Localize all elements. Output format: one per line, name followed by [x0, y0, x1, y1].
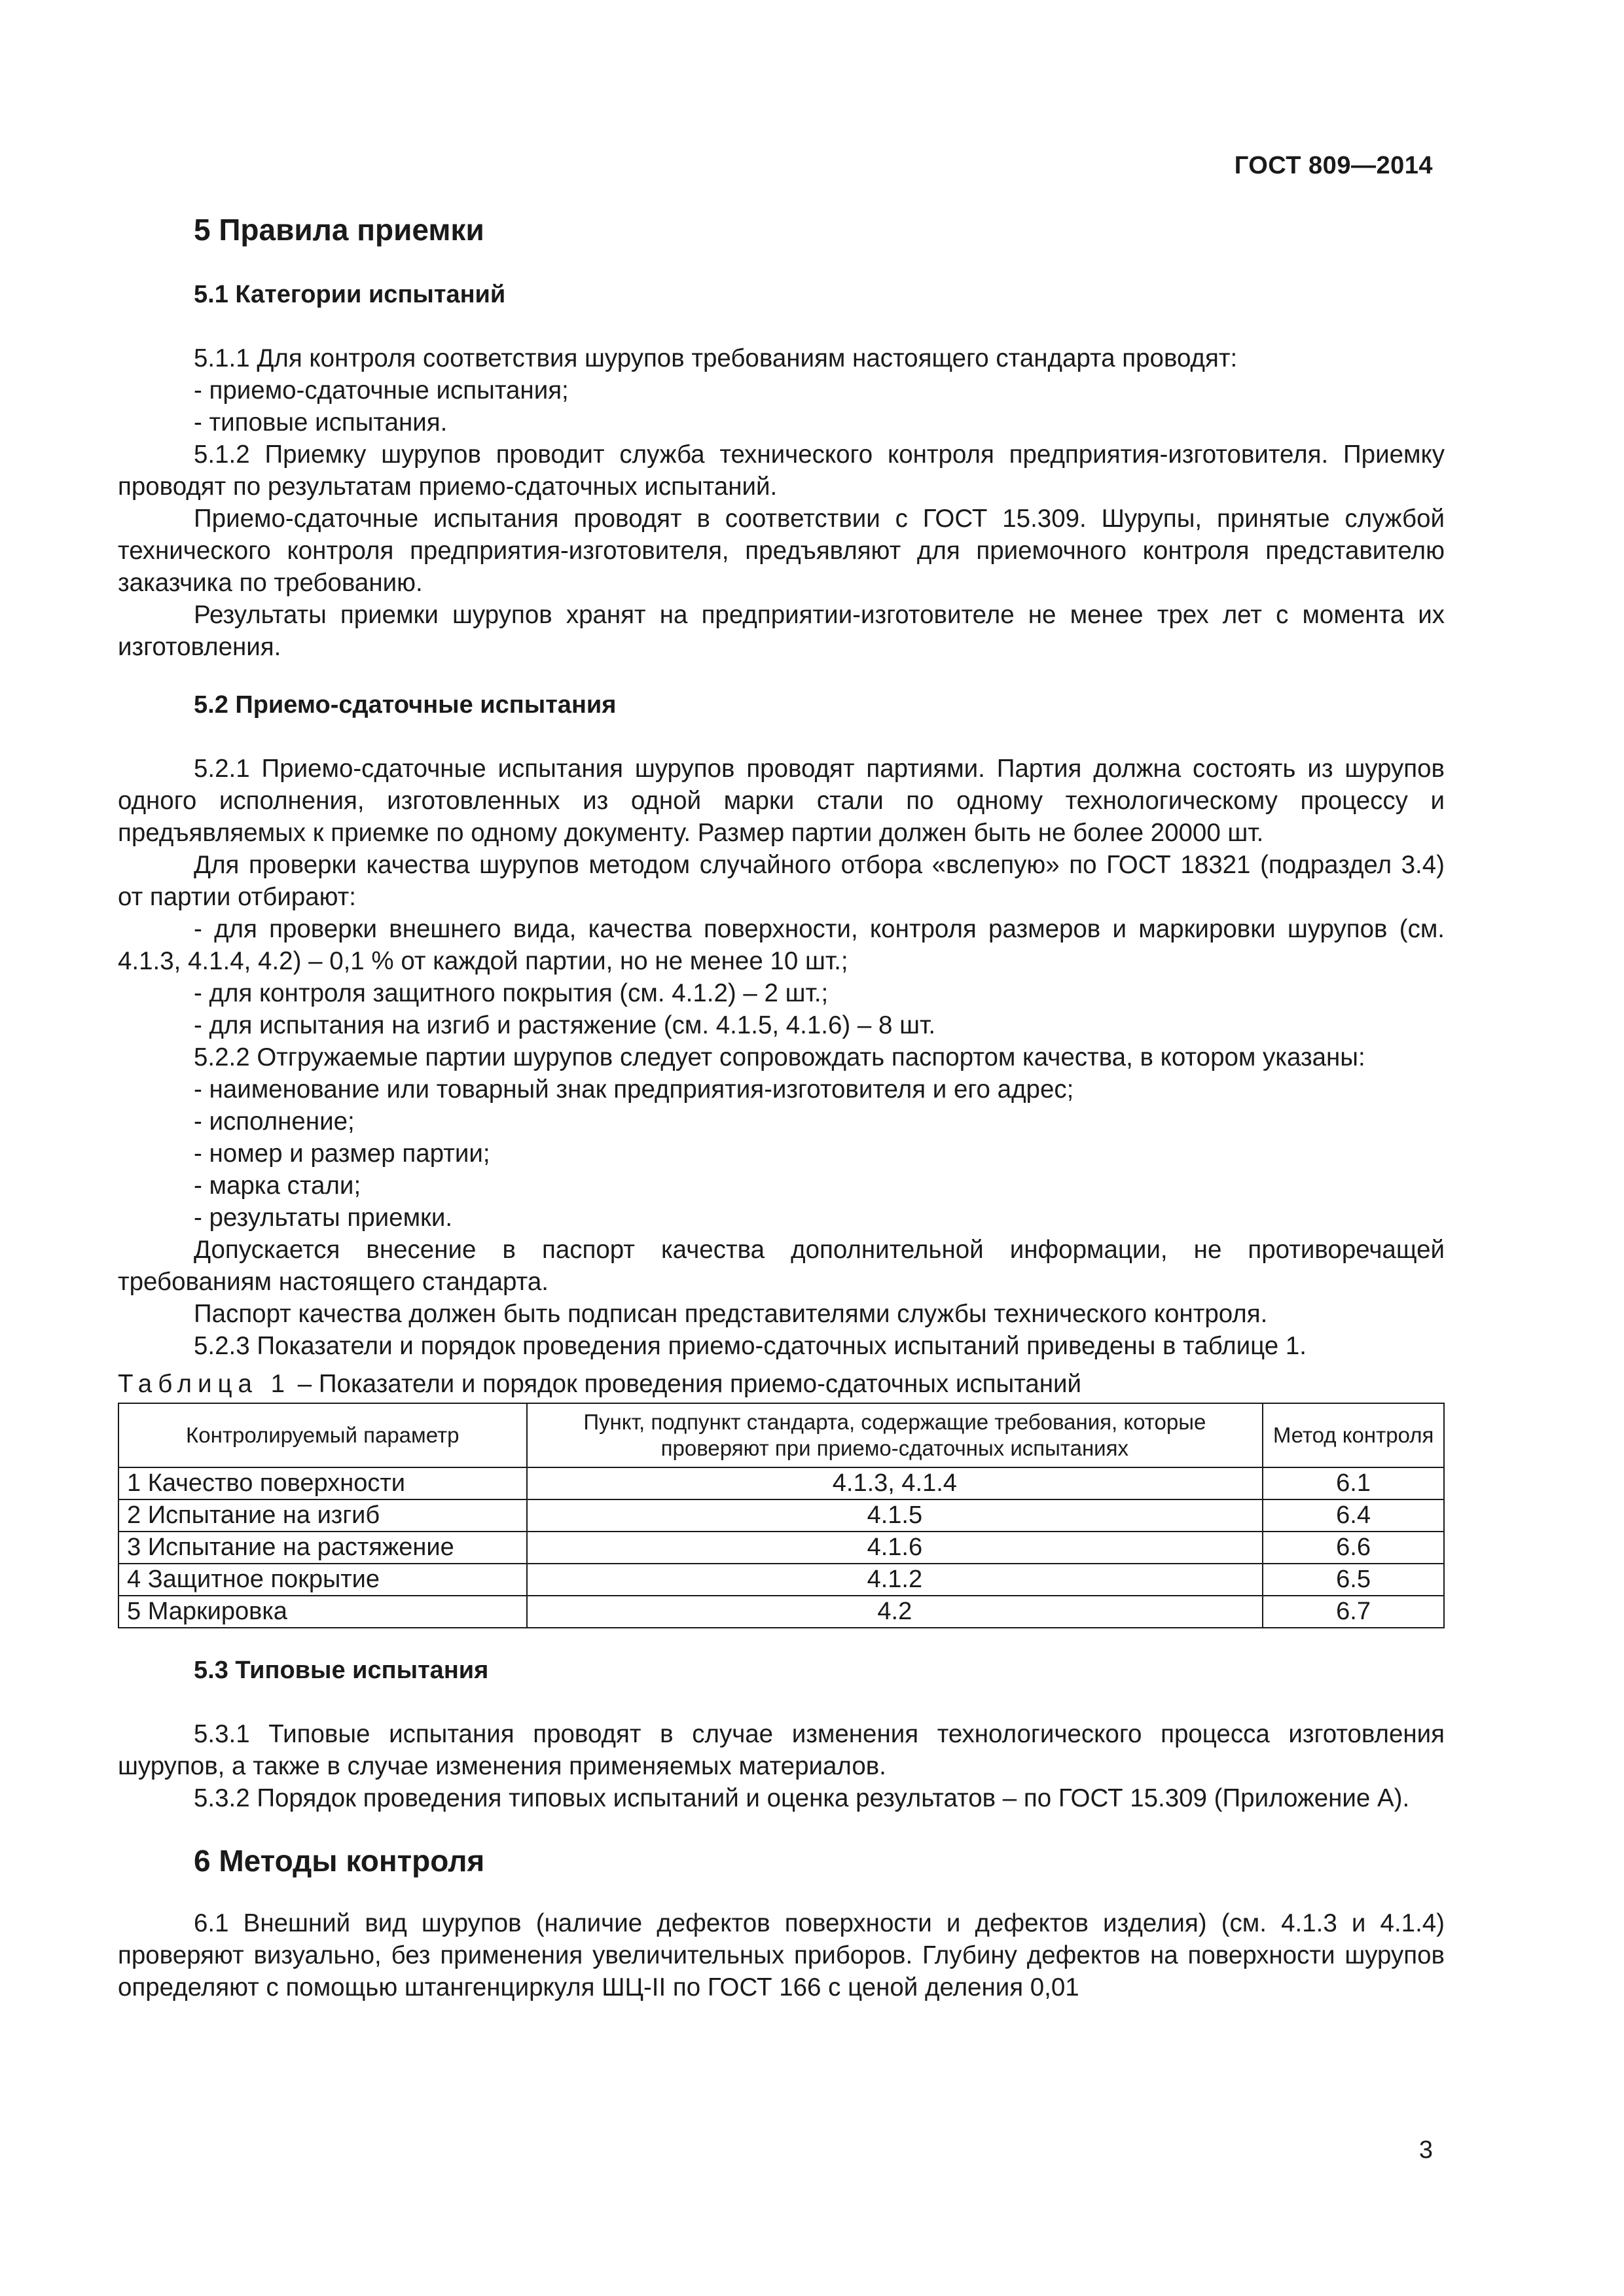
table-1	[118, 1403, 1445, 1628]
paragraph-6-1: 6.1 Внешний вид шурупов (наличие дефектов поверхности и дефектов изделия) (см. 4.1.3 и 4.1.4) проверяют визуально, без применения увеличительных приборов. Глубину дефектов на поверхности шурупов определяют с помощью штангенциркуля ШЦ-II по ГОСТ 166 с ценой деления 0,01	[118, 1909, 1445, 2001]
list-item: - типовые испытания.	[194, 408, 448, 437]
paragraph: Результаты приемки шурупов хранят на предприятии-изготовителе не менее трех лет с момента их изготовления.	[118, 601, 1445, 661]
paragraph-5-2-1: 5.2.1 Приемо-сдаточные испытания шурупов проводят партиями. Партия должна состоять из шурупов одного исполнения, изготовленных из одной марки стали по одному технологическому процессу и предъявляемых к приемке по одному документу. Размер партии должен быть не более 20000 шт.	[118, 755, 1445, 847]
table-cell: 6.7	[1263, 1596, 1444, 1628]
paragraph: Приемо-сдаточные испытания проводят в соответствии с ГОСТ 15.309. Шурупы, принятые службой технического контроля предприятия-изготовителя, предъявляют для приемочного контроля представителю заказчика по требованию.	[118, 505, 1445, 597]
table-row	[118, 1467, 1444, 1499]
paragraph: Допускается внесение в паспорт качества дополнительной информации, не противоречащей требованиям настоящего стандарта.	[118, 1236, 1445, 1296]
table-cell: 1 Качество поверхности	[118, 1467, 527, 1499]
list-item: - для контроля защитного покрытия (см. 4.1.2) – 2 шт.;	[194, 979, 829, 1007]
table-caption-label: Таблица 1	[118, 1370, 291, 1398]
section-6-title: 6 Методы контроля	[194, 1844, 485, 1878]
table-cell: 6.6	[1263, 1532, 1444, 1564]
table-caption	[118, 1369, 1445, 1400]
list-item: - приемо-сдаточные испытания;	[194, 376, 569, 404]
paragraph-5-2-3: 5.2.3 Показатели и порядок проведения приемо-сдаточных испытаний приведены в таблице 1.	[194, 1332, 1307, 1360]
column-header: Метод контроля	[1263, 1403, 1444, 1467]
page-number: 3	[1418, 2136, 1433, 2164]
document-code: ГОСТ 809—2014	[1234, 152, 1433, 179]
section-5-2-title: 5.2 Приемо-сдаточные испытания	[194, 691, 617, 719]
paragraph-5-2-2: 5.2.2 Отгружаемые партии шурупов следует сопровождать паспортом качества, в котором указаны:	[194, 1043, 1365, 1071]
page-content	[118, 209, 1445, 2003]
column-header: Пункт, подпункт стандарта, содержащие требования, которые проверяют при приемо-сдаточных испытаниях	[527, 1403, 1263, 1467]
table-cell: 4.1.2	[527, 1564, 1263, 1596]
table-row	[118, 1499, 1444, 1532]
table-cell: 5 Маркировка	[118, 1596, 527, 1628]
list-item: - для проверки внешнего вида, качества поверхности, контроля размеров и маркировки шурупов (см. 4.1.3, 4.1.4, 4.2) – 0,1 % от каждой партии, но не менее 10 шт.;	[118, 915, 1445, 975]
table-header-row	[118, 1403, 1444, 1467]
table-cell: 3 Испытание на растяжение	[118, 1532, 527, 1564]
table-cell: 4 Защитное покрытие	[118, 1564, 527, 1596]
list-item: - исполнение;	[194, 1107, 355, 1136]
paragraph: Паспорт качества должен быть подписан представителями службы технического контроля.	[194, 1300, 1268, 1328]
list-item: - марка стали;	[194, 1172, 361, 1200]
paragraph-5-1-1: 5.1.1 Для контроля соответствия шурупов требованиям настоящего стандарта проводят:	[194, 344, 1238, 372]
section-5-3-title: 5.3 Типовые испытания	[194, 1657, 489, 1684]
table-cell: 4.1.6	[527, 1532, 1263, 1564]
list-item: - номер и размер партии;	[194, 1139, 490, 1168]
table-cell: 6.1	[1263, 1467, 1444, 1499]
list-item: - для испытания на изгиб и растяжение (см. 4.1.5, 4.1.6) – 8 шт.	[194, 1011, 936, 1039]
table-cell: 4.2	[527, 1596, 1263, 1628]
table-row	[118, 1532, 1444, 1564]
paragraph-5-1-2: 5.1.2 Приемку шурупов проводит служба технического контроля предприятия-изготовителя. Приемку проводят по результатам приемо-сдаточных испытаний.	[118, 440, 1445, 501]
column-header: Контролируемый параметр	[118, 1403, 527, 1467]
section-5-1-title: 5.1 Категории испытаний	[194, 281, 506, 308]
paragraph: Для проверки качества шурупов методом случайного отбора «вслепую» по ГОСТ 18321 (подраздел 3.4) от партии отбирают:	[118, 851, 1445, 911]
list-item: - результаты приемки.	[194, 1204, 453, 1232]
table-cell: 4.1.3, 4.1.4	[527, 1467, 1263, 1499]
table-row	[118, 1596, 1444, 1628]
table-cell: 6.4	[1263, 1499, 1444, 1532]
table-row	[118, 1564, 1444, 1596]
table-cell: 4.1.5	[527, 1499, 1263, 1532]
table-cell: 6.5	[1263, 1564, 1444, 1596]
list-item: - наименование или товарный знак предприятия-изготовителя и его адрес;	[194, 1075, 1074, 1103]
table-cell: 2 Испытание на изгиб	[118, 1499, 527, 1532]
section-5-title: 5 Правила приемки	[194, 213, 484, 247]
paragraph-5-3-1: 5.3.1 Типовые испытания проводят в случае изменения технологического процесса изготовления шурупов, а также в случае изменения применяемых материалов.	[118, 1720, 1445, 1780]
table-caption-text: – Показатели и порядок проведения приемо-сдаточных испытаний	[291, 1370, 1082, 1398]
paragraph-5-3-2: 5.3.2 Порядок проведения типовых испытаний и оценка результатов – по ГОСТ 15.309 (Приложение А).	[194, 1784, 1410, 1812]
